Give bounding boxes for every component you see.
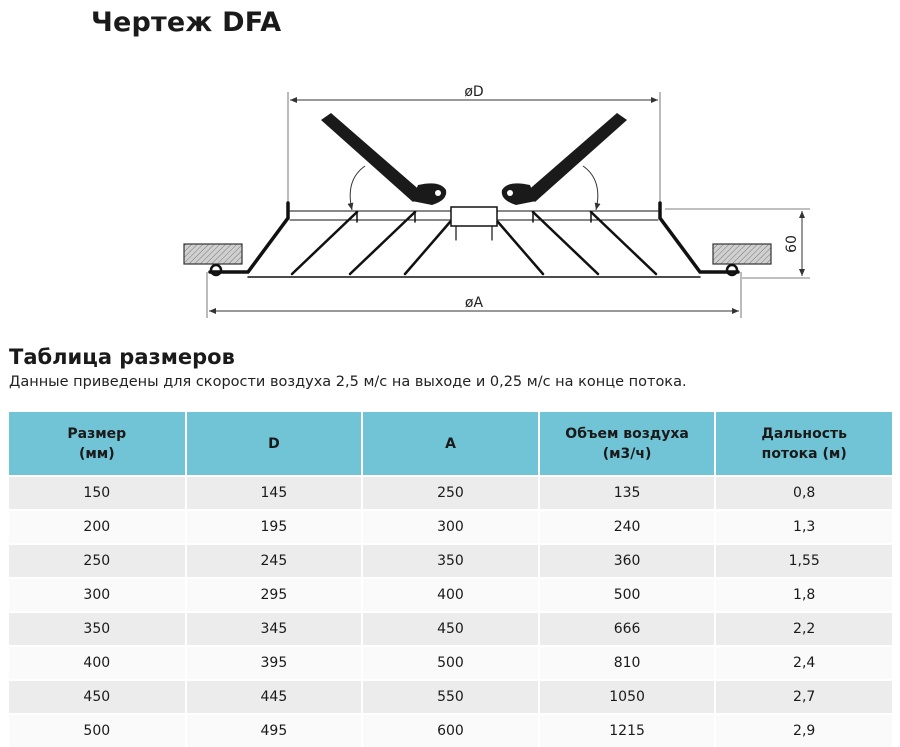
cell-d: 195 bbox=[186, 510, 363, 544]
table-row bbox=[9, 714, 892, 747]
cell-throw: 1,55 bbox=[715, 544, 892, 578]
cell-d: 345 bbox=[186, 612, 363, 646]
cell-air-volume: 1215 bbox=[539, 714, 716, 747]
header-air-volume: Объем воздуха (м3/ч) bbox=[539, 412, 716, 476]
dim-height-label: 60 bbox=[784, 235, 800, 253]
dimension-a bbox=[207, 272, 741, 318]
cell-size: 350 bbox=[9, 612, 186, 646]
cell-throw: 1,3 bbox=[715, 510, 892, 544]
cell-size: 400 bbox=[9, 646, 186, 680]
cell-throw: 2,4 bbox=[715, 646, 892, 680]
cell-air-volume: 135 bbox=[539, 476, 716, 510]
cell-d: 145 bbox=[186, 476, 363, 510]
dimension-d bbox=[288, 84, 660, 205]
cell-air-volume: 1050 bbox=[539, 680, 716, 714]
dim-d-label: øD bbox=[464, 84, 484, 100]
cell-size: 250 bbox=[9, 544, 186, 578]
damper-blades bbox=[321, 113, 627, 205]
section-note: Данные приведены для скорости воздуха 2,5 м/с на выходе и 0,25 м/с на конце потока. bbox=[9, 374, 687, 390]
cell-air-volume: 240 bbox=[539, 510, 716, 544]
cell-size: 150 bbox=[9, 476, 186, 510]
cell-throw: 2,9 bbox=[715, 714, 892, 747]
cell-air-volume: 500 bbox=[539, 578, 716, 612]
cell-a: 450 bbox=[362, 612, 539, 646]
table-row bbox=[9, 646, 892, 680]
table-row bbox=[9, 544, 892, 578]
cell-throw: 2,2 bbox=[715, 612, 892, 646]
cell-a: 500 bbox=[362, 646, 539, 680]
cell-throw: 2,7 bbox=[715, 680, 892, 714]
cell-air-volume: 810 bbox=[539, 646, 716, 680]
table-row bbox=[9, 612, 892, 646]
cell-size: 500 bbox=[9, 714, 186, 747]
header-throw: Дальность потока (м) bbox=[715, 412, 892, 476]
cell-air-volume: 360 bbox=[539, 544, 716, 578]
cell-d: 295 bbox=[186, 578, 363, 612]
table-row bbox=[9, 680, 892, 714]
cell-d: 245 bbox=[186, 544, 363, 578]
cell-a: 400 bbox=[362, 578, 539, 612]
cell-size: 200 bbox=[9, 510, 186, 544]
header-d: D bbox=[186, 412, 363, 476]
cell-throw: 1,8 bbox=[715, 578, 892, 612]
cell-size: 300 bbox=[9, 578, 186, 612]
cell-d: 395 bbox=[186, 646, 363, 680]
table-header-row bbox=[9, 412, 892, 476]
cell-size: 450 bbox=[9, 680, 186, 714]
diffuser-body bbox=[210, 203, 738, 277]
table-row bbox=[9, 510, 892, 544]
cell-d: 495 bbox=[186, 714, 363, 747]
cell-throw: 0,8 bbox=[715, 476, 892, 510]
page-title: Чертеж DFA bbox=[91, 7, 282, 38]
cell-a: 250 bbox=[362, 476, 539, 510]
table-row bbox=[9, 476, 892, 510]
section-title: Таблица размеров bbox=[9, 345, 235, 369]
dimensions-table bbox=[9, 412, 892, 747]
dfa-technical-drawing bbox=[0, 80, 900, 325]
dim-a-label: øA bbox=[464, 295, 484, 311]
ceiling-right bbox=[713, 244, 771, 264]
table-row bbox=[9, 578, 892, 612]
header-a: A bbox=[362, 412, 539, 476]
cell-a: 300 bbox=[362, 510, 539, 544]
cell-a: 600 bbox=[362, 714, 539, 747]
cell-air-volume: 666 bbox=[539, 612, 716, 646]
cell-a: 350 bbox=[362, 544, 539, 578]
header-size: Размер (мм) bbox=[9, 412, 186, 476]
cell-a: 550 bbox=[362, 680, 539, 714]
cell-d: 445 bbox=[186, 680, 363, 714]
ceiling-left bbox=[184, 244, 242, 264]
